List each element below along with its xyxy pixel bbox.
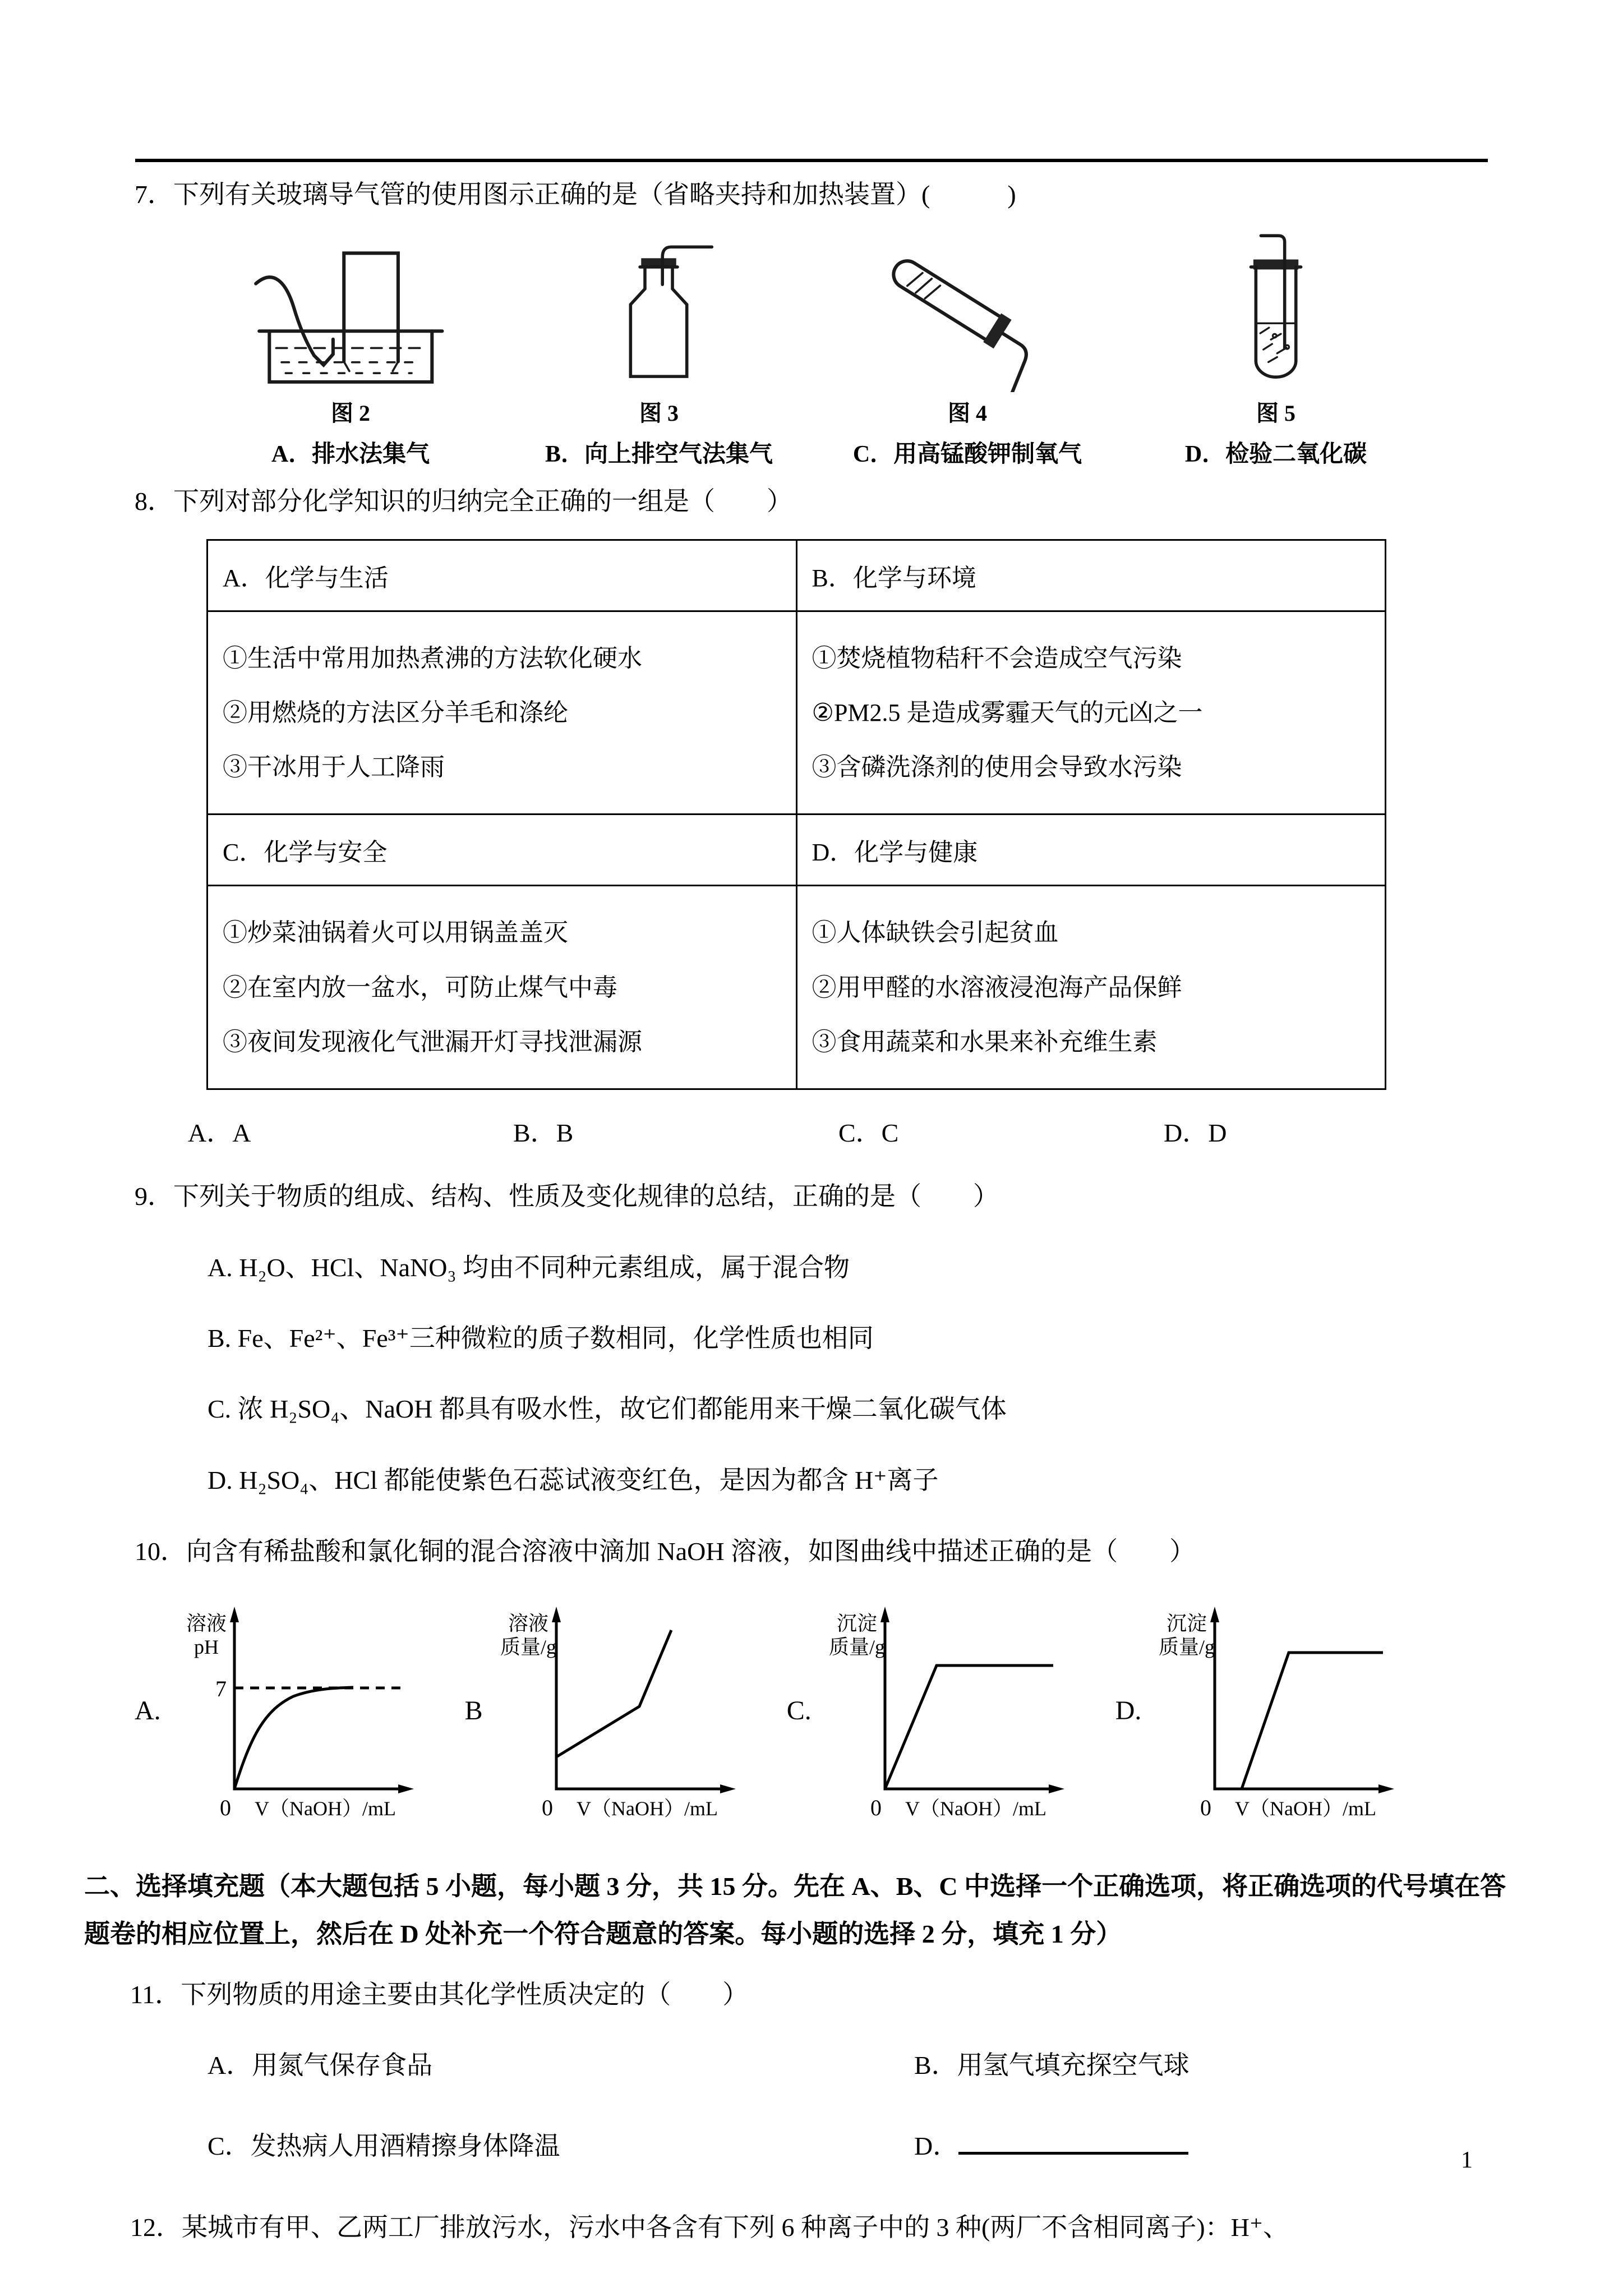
q10-graph-row xyxy=(135,1590,1488,1831)
q7-figure-d-caption: 图 5 xyxy=(1256,401,1295,426)
q10-stem: 10．向含有稀盐酸和氯化铜的混合溶液中滴加 NaOH 溶液，如图曲线中描述正确的是（ ） xyxy=(135,1536,1196,1566)
svg-text:V（NaOH）/mL: V（NaOH）/mL xyxy=(905,1797,1046,1820)
svg-text:pH: pH xyxy=(193,1636,219,1659)
q8-cell-d-header: D．化学与健康 xyxy=(796,815,1386,886)
q9-option-b: B. Fe、Fe²⁺、Fe³⁺三种微粒的质子数相同，化学性质也相同 xyxy=(208,1324,874,1353)
water-displacement-apparatus-icon xyxy=(242,229,459,392)
q7-figure-a-label: A．排水法集气 xyxy=(271,441,430,468)
precipitate-mass-graph-icon xyxy=(815,1590,1078,1831)
q8-d-item-2: ②用甲醛的水溶液浸泡海产品保鲜 xyxy=(811,973,1182,1001)
q8-d-item-3: ③食用蔬菜和水果来补充维生素 xyxy=(811,1028,1158,1056)
q10-graph-a-label: A. xyxy=(135,1695,161,1726)
tilted-test-tube-apparatus-icon xyxy=(879,229,1055,392)
q11-option-d-blank[interactable] xyxy=(958,2126,1188,2155)
q8-cell-a-header: A．化学与生活 xyxy=(208,540,797,611)
q8-a-item-1: ①生活中常用加热煮沸的方法软化硬水 xyxy=(223,644,642,672)
q9-stem: 9．下列关于物质的组成、结构、性质及变化规律的总结，正确的是（ ） xyxy=(135,1181,999,1211)
q7-stem: 7．下列有关玻璃导气管的使用图示正确的是（省略夹持和加热装置）( ) xyxy=(135,180,1016,209)
q7-figure-c-caption: 图 4 xyxy=(948,401,987,426)
q11-option-d-label: D． xyxy=(914,2131,959,2160)
q10-graph-c xyxy=(787,1590,1078,1831)
q8-a-item-2: ②用燃烧的方法区分羊毛和涤纶 xyxy=(223,698,568,726)
q11-option-b: B．用氢气填充探空气球 xyxy=(914,2050,1189,2079)
q8-table xyxy=(206,539,1386,1090)
q9-option-c: C. 浓 H₂SO₄、NaOH 都具有吸水性，故它们都能用来干燥二氧化碳气体 xyxy=(208,1395,1007,1424)
q11-option-c: C．发热病人用酒精擦身体降温 xyxy=(208,2131,560,2160)
q7-figure-b-caption: 图 3 xyxy=(639,401,679,426)
q8-c-item-3: ③夜间发现液化气泄漏开灯寻找泄漏源 xyxy=(223,1028,642,1056)
svg-text:V（NaOH）/mL: V（NaOH）/mL xyxy=(576,1797,718,1820)
q8-cell-b-items xyxy=(796,611,1386,815)
svg-text:沉淀: 沉淀 xyxy=(836,1612,877,1635)
co2-test-tube-apparatus-icon xyxy=(1232,229,1320,392)
q9-option-d: D. H₂SO₄、HCl 都能使紫色石蕊试液变红色，是因为都含 H⁺离子 xyxy=(208,1465,939,1494)
q8-cell-c-header: C．化学与安全 xyxy=(208,815,797,886)
q7-figure-c xyxy=(813,229,1122,469)
svg-text:0: 0 xyxy=(1200,1795,1212,1821)
q9-options xyxy=(208,1250,1488,1497)
q10-graph-b-label: B xyxy=(464,1695,483,1726)
q8-cell-d-items xyxy=(796,886,1386,1089)
svg-text:质量/g: 质量/g xyxy=(1159,1636,1215,1659)
svg-text:0: 0 xyxy=(541,1795,553,1821)
q7-figure-d-label: D．检验二氧化碳 xyxy=(1184,441,1367,468)
q10-graph-b xyxy=(465,1590,750,1831)
q10-graph-d xyxy=(1115,1590,1409,1831)
q8-b-item-1: ①焚烧植物秸秆不会造成空气污染 xyxy=(811,644,1182,672)
svg-text:V（NaOH）/mL: V（NaOH）/mL xyxy=(254,1797,396,1820)
svg-text:V（NaOH）/mL: V（NaOH）/mL xyxy=(1235,1797,1377,1820)
svg-text:质量/g: 质量/g xyxy=(500,1636,556,1659)
page-number: 1 xyxy=(1461,2147,1473,2173)
q11-stem: 11．下列物质的用途主要由其化学性质决定的（ ） xyxy=(130,1980,749,2009)
q7-figure-d xyxy=(1122,229,1430,469)
q7-figure-row xyxy=(196,229,1430,469)
svg-text:溶液: 溶液 xyxy=(508,1612,548,1635)
q8-answer-b: B．B xyxy=(513,1118,574,1147)
q8-stem: 8．下列对部分化学知识的归纳完全正确的一组是（ ） xyxy=(135,487,792,516)
q8-answer-a: A．A xyxy=(188,1118,251,1147)
q9-option-a: A. H₂O、HCl、NaNO₃ 均由不同种元素组成，属于混合物 xyxy=(208,1253,850,1282)
q8-a-item-3: ③干冰用于人工降雨 xyxy=(223,753,445,781)
q7-figure-c-label: C．用高锰酸钾制氧气 xyxy=(852,441,1082,468)
upward-air-displacement-apparatus-icon xyxy=(596,229,721,392)
precipitate-mass-delayed-graph-icon xyxy=(1145,1590,1408,1831)
q7-figure-a-caption: 图 2 xyxy=(331,401,370,426)
svg-text:0: 0 xyxy=(870,1795,882,1821)
q7-figure-b xyxy=(505,229,813,469)
q7-figure-b-label: B．向上排空气法集气 xyxy=(545,441,773,468)
q7-figure-a xyxy=(196,229,505,469)
solution-mass-graph-icon xyxy=(486,1590,750,1831)
q8-c-item-2: ②在室内放一盆水，可防止煤气中毒 xyxy=(223,973,617,1001)
q8-cell-a-items xyxy=(208,611,797,815)
q10-graph-c-label: C. xyxy=(786,1695,811,1726)
section2-heading: 二、选择填充题（本大题包括 5 小题，每小题 3 分，共 15 分。先在 A、B、C 中选择一个正确选项，将正确选项的代号填在答题卷的相应位置上，然后在 D 处补充一个符合题意的答案。每小题的选择 2 分，填充 1 分） xyxy=(84,1872,1506,1949)
svg-text:溶液: 溶液 xyxy=(186,1612,227,1635)
q8-cell-c-items xyxy=(208,886,797,1089)
q8-c-item-1: ①炒菜油锅着火可以用锅盖盖灭 xyxy=(223,919,568,947)
q11-options xyxy=(208,2045,1488,2162)
header-divider xyxy=(135,159,1488,162)
q8-answer-c: C．C xyxy=(838,1118,899,1147)
q8-b-item-2: ②PM2.5 是造成雾霾天气的元凶之一 xyxy=(811,698,1203,726)
svg-text:0: 0 xyxy=(219,1795,231,1821)
ph-curve-graph-icon xyxy=(164,1590,428,1831)
q11-option-a: A．用氮气保存食品 xyxy=(208,2050,433,2079)
q12-stem: 12．某城市有甲、乙两工厂排放污水，污水中各含有下列 6 种离子中的 3 种(两厂不含相同离子)：H⁺、 xyxy=(130,2212,1289,2242)
q8-answer-row xyxy=(188,1112,1489,1149)
q8-cell-b-header: B．化学与环境 xyxy=(796,540,1386,611)
q8-b-item-3: ③含磷洗涤剂的使用会导致水污染 xyxy=(811,753,1182,781)
svg-text:7: 7 xyxy=(215,1676,227,1702)
q11-option-d xyxy=(914,2125,1548,2162)
svg-text:质量/g: 质量/g xyxy=(828,1636,885,1659)
q8-answer-d: D．D xyxy=(1164,1118,1227,1147)
svg-text:沉淀: 沉淀 xyxy=(1166,1612,1207,1635)
q10-graph-d-label: D. xyxy=(1115,1695,1142,1726)
q10-graph-a xyxy=(135,1590,428,1831)
q8-d-item-1: ①人体缺铁会引起贫血 xyxy=(811,919,1059,947)
